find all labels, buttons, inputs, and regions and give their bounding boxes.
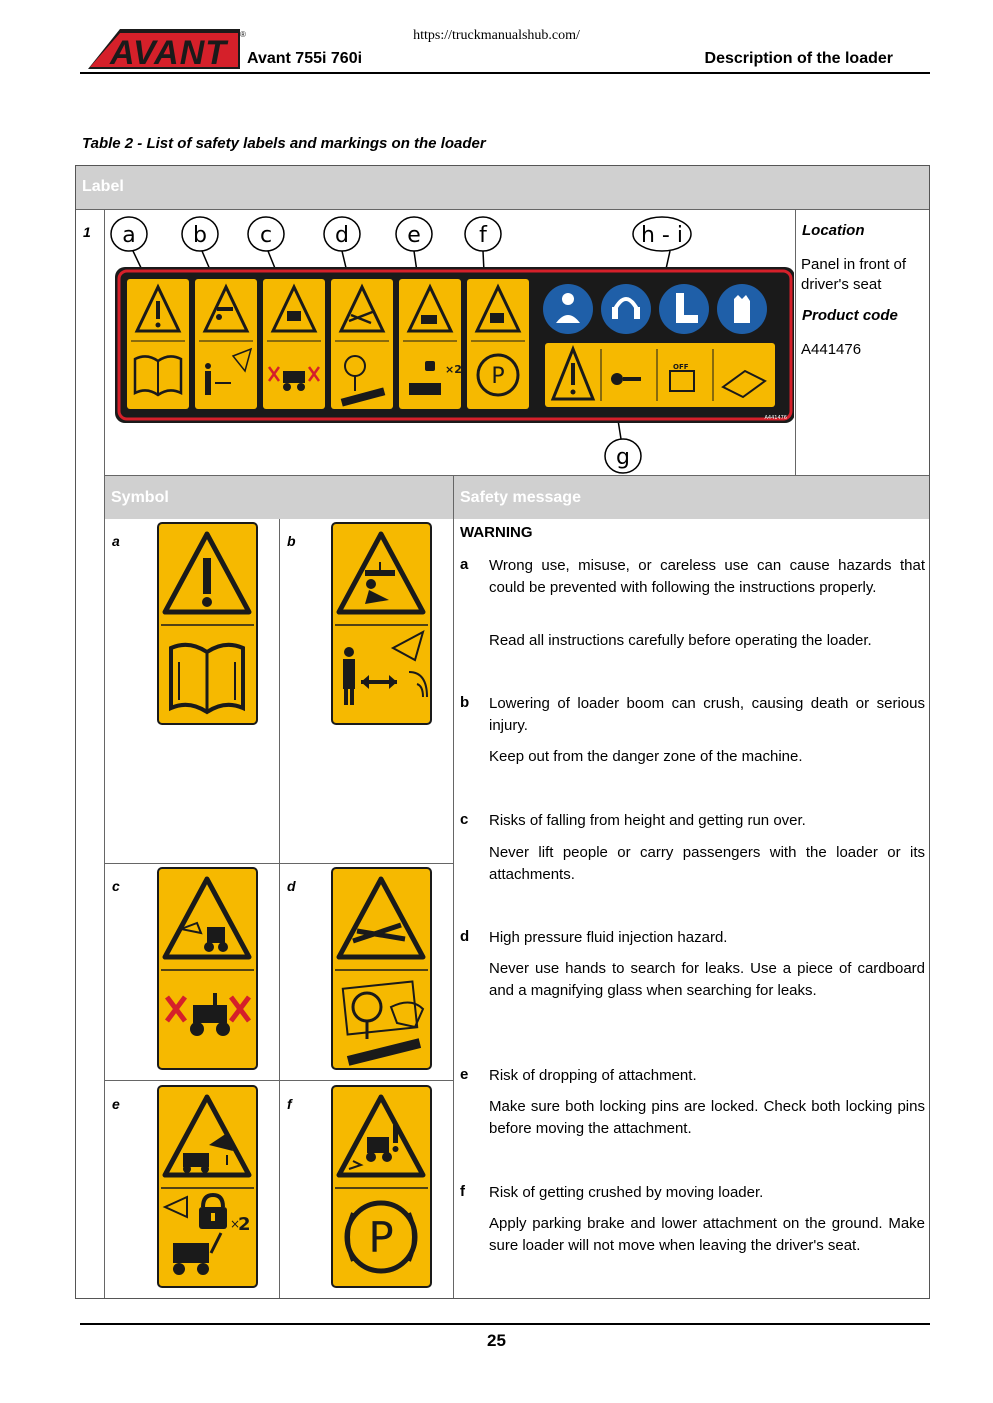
symbol-c-no-passengers	[157, 867, 258, 1070]
sticker-panel-b	[195, 279, 257, 409]
sticker-panel-f	[467, 279, 529, 409]
message-d-line-1: High pressure fluid injection hazard.	[489, 929, 728, 946]
message-f-line-2: Apply parking brake and lower attachment on the ground. Make sure loader will not move when leaving the driver's seat.	[489, 1215, 925, 1254]
message-a-line-1: Wrong use, misuse, or careless use can cause hazards that could be prevented with following the instructions properly.	[489, 557, 925, 596]
message-key-c: c	[460, 811, 469, 828]
message-e-line-2: Make sure both locking pins are locked. Check both locking pins before moving the attachment.	[489, 1098, 925, 1137]
callout-c: c	[259, 223, 273, 248]
footer-rule	[80, 1323, 930, 1325]
callout-b: b	[193, 223, 207, 248]
callout-e: e	[407, 223, 421, 248]
message-header	[454, 476, 929, 519]
symbol-header-text: Symbol	[111, 489, 169, 506]
message-key-e: e	[460, 1066, 469, 1083]
svg-text:P: P	[368, 1213, 394, 1262]
symbol-middle-divider	[279, 519, 280, 1298]
sticker-panel-c	[263, 279, 325, 409]
symbol-message-divider	[453, 476, 454, 1298]
label-header-bottom	[76, 209, 929, 210]
location-heading: Location	[802, 222, 865, 239]
message-c-line-1: Risks of falling from height and getting run over.	[489, 812, 806, 829]
sticker-code: A441476	[764, 415, 787, 421]
avant-logo	[80, 27, 246, 71]
callout-d: d	[335, 223, 349, 248]
model-name: Avant 755i 760i	[247, 50, 363, 67]
sticker-panel-d	[331, 279, 393, 409]
symbol-f-parking-brake	[331, 1085, 432, 1288]
label-header-text: Label	[82, 178, 124, 195]
message-key-d: d	[460, 928, 470, 945]
svg-text:P: P	[491, 364, 505, 389]
symbol-b-crush-hazard	[331, 522, 432, 725]
message-b-line-2: Keep out from the danger zone of the machine.	[489, 748, 803, 765]
location-column-divider	[795, 210, 796, 475]
message-d-line-2: Never use hands to search for leaks. Use a piece of cardboard and a magnifying glass when searching for leaks.	[489, 960, 925, 999]
message-key-f: f	[460, 1183, 465, 1200]
svg-text:×: ×	[230, 1217, 241, 1231]
message-key-b: b	[460, 694, 470, 711]
symbol-letter-d: d	[287, 878, 296, 894]
symbol-a-general-warning	[157, 522, 258, 725]
symbol-row-divider-2	[105, 1080, 453, 1081]
symbol-letter-b: b	[287, 533, 296, 549]
product-code-heading: Product code	[802, 307, 898, 324]
sticker-panel-g	[545, 343, 775, 407]
table-caption: Table 2 - List of safety labels and markings on the loader	[82, 135, 486, 152]
sticker-panel-e	[399, 279, 462, 409]
callout-h-i: h - i	[641, 223, 683, 248]
message-e-line-1: Risk of dropping of attachment.	[489, 1067, 697, 1084]
symbol-e-locking-pins	[157, 1085, 258, 1288]
symbol-header	[105, 476, 453, 519]
callout-a: a	[122, 223, 136, 248]
symbol-d-fluid-injection	[331, 867, 432, 1070]
svg-text:2: 2	[238, 1214, 251, 1235]
callout-f: f	[479, 223, 487, 248]
label-header	[76, 166, 929, 209]
svg-text:OFF: OFF	[673, 363, 689, 371]
svg-text:AVANT: AVANT	[110, 34, 228, 71]
row-number: 1	[83, 224, 91, 240]
callout-g: g	[616, 445, 630, 470]
location-text: Panel in front of driver's seat	[801, 256, 907, 293]
message-key-a: a	[460, 556, 469, 573]
message-header-text: Safety message	[460, 489, 581, 506]
svg-text:®: ®	[240, 30, 246, 39]
symbol-letter-c: c	[112, 878, 120, 894]
message-a-line-2: Read all instructions carefully before operating the loader.	[489, 632, 872, 649]
symbol-letter-e: e	[112, 1096, 120, 1112]
svg-text:×2: ×2	[445, 363, 462, 376]
warning-title: WARNING	[460, 524, 533, 541]
source-url: https://truckmanualshub.com/	[413, 28, 580, 43]
header-rule	[80, 72, 930, 74]
label-sticker-illustration	[105, 211, 794, 475]
symbol-letter-a: a	[112, 533, 120, 549]
symbol-letter-f: f	[287, 1096, 292, 1112]
message-b-line-1: Lowering of loader boom can crush, causing death or serious injury.	[489, 695, 925, 734]
sticker-panel-a	[127, 279, 189, 409]
message-c-line-2: Never lift people or carry passengers with the loader or its attachments.	[489, 844, 925, 883]
section-title: Description of the loader	[704, 50, 893, 67]
product-code: A441476	[801, 341, 862, 358]
message-f-line-1: Risk of getting crushed by moving loader.	[489, 1184, 764, 1201]
page-number: 25	[487, 1331, 506, 1350]
symbol-row-divider-1	[105, 863, 453, 864]
